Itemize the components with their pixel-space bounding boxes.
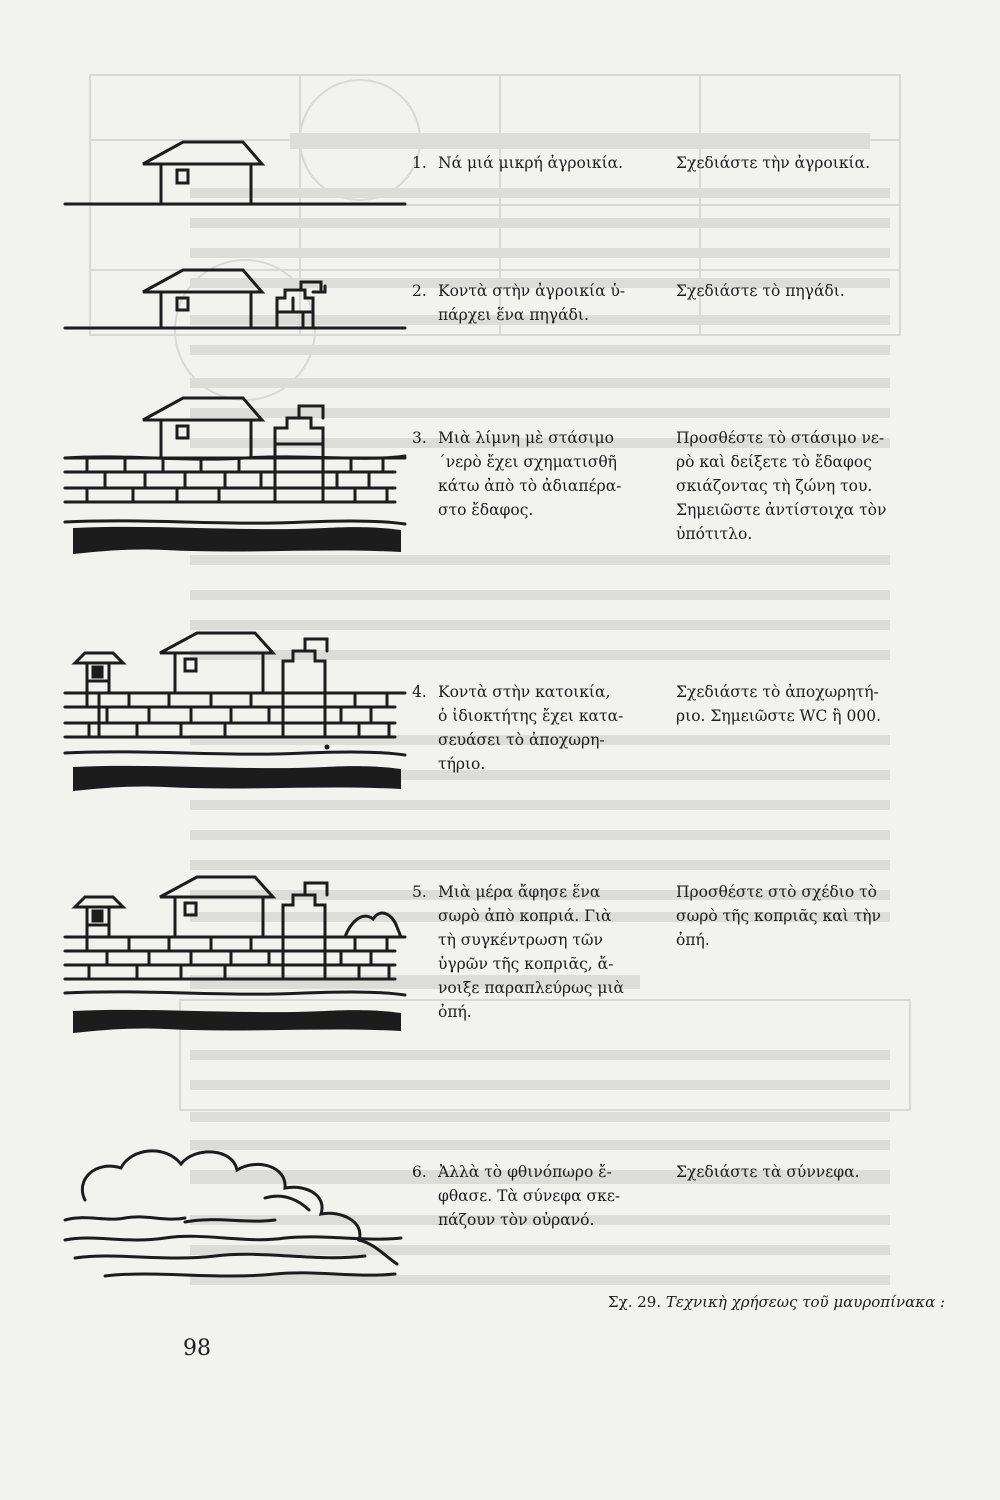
step-1-description: Νά μιά μικρή ἀγροικία. xyxy=(438,154,624,172)
step-2-instruction: Σχεδιάστε τὸ πηγάδι. xyxy=(676,282,845,300)
step-6-number: 6. xyxy=(412,1163,427,1181)
figure-2-cottage-and-well xyxy=(65,262,405,332)
step-6-instruction: Σχεδιάστε τὰ σύννεφα. xyxy=(676,1163,860,1181)
figure-3-stagnant-water-layer xyxy=(65,392,405,562)
figure-4-outhouse xyxy=(65,625,405,795)
step-5-number: 5. xyxy=(412,883,427,901)
step-1-instruction: Σχεδιάστε τὴν ἀγροικία. xyxy=(676,154,870,172)
step-2-number: 2. xyxy=(412,282,427,300)
step-4-instruction: Σχεδιάστε τὸ ἀποχωρητή- ριο. Σημειῶστε WC ἢ 000. xyxy=(676,683,881,725)
step-1-number: 1. xyxy=(412,154,427,172)
figure-5-manure-heap xyxy=(65,865,405,1035)
step-6-description: Ἀλλὰ τὸ φθινόπωρο ἔ- φθασε. Τὰ σύνεφα σκε- πάζουν τὸν οὐρανό. xyxy=(438,1163,621,1229)
step-5-description: Μιὰ μέρα ἄφησε ἕνα σωρὸ ἀπὸ κοπριά. Γιὰ τὴ συγκέντρωση τῶν ὑγρῶν τῆς κοπριᾶς, ἄ- νοιξε παραπλεύρως μιὰ ὀπή. xyxy=(438,883,624,1021)
caption-label: Σχ. 29. xyxy=(608,1293,662,1311)
step-2-description: Κοντὰ στὴν ἀγροικία ὑ- πάρχει ἕνα πηγάδι. xyxy=(438,282,626,324)
step-4-description: Κοντὰ στὴν κατοικία, ὁ ἰδιοκτήτης ἔχει κατα- σευάσει τὸ ἀποχωρη- τήριο. xyxy=(438,683,624,773)
caption-title: Τεχνικὴ χρήσεως τοῦ μαυροπίνακα : xyxy=(665,1293,946,1311)
step-3-instruction: Προσθέστε τὸ στάσιμο νε- ρὸ καὶ δείξετε τὸ ἔδαφος σκιάζοντας τὴ ζώνη του. Σημειῶστε ἀντίστοιχα τὸν ὑπότιτλο. xyxy=(676,429,887,543)
step-4-number: 4. xyxy=(412,683,427,701)
page-number: 98 xyxy=(183,1336,211,1361)
step-3-description: Μιὰ λίμνη μὲ στάσιμο ´νερὸ ἔχει σχηματισθῆ κάτω ἀπὸ τὸ ἀδιαπέρα- στο ἔδαφος. xyxy=(438,429,622,519)
figure-caption xyxy=(608,1293,945,1311)
step-3-number: 3. xyxy=(412,429,427,447)
figure-1-cottage xyxy=(65,130,405,210)
step-5-instruction: Προσθέστε στὸ σχέδιο τὸ σωρὸ τῆς κοπριᾶς καὶ τὴν ὀπή. xyxy=(676,883,881,949)
figure-6-clouds xyxy=(65,1140,405,1290)
